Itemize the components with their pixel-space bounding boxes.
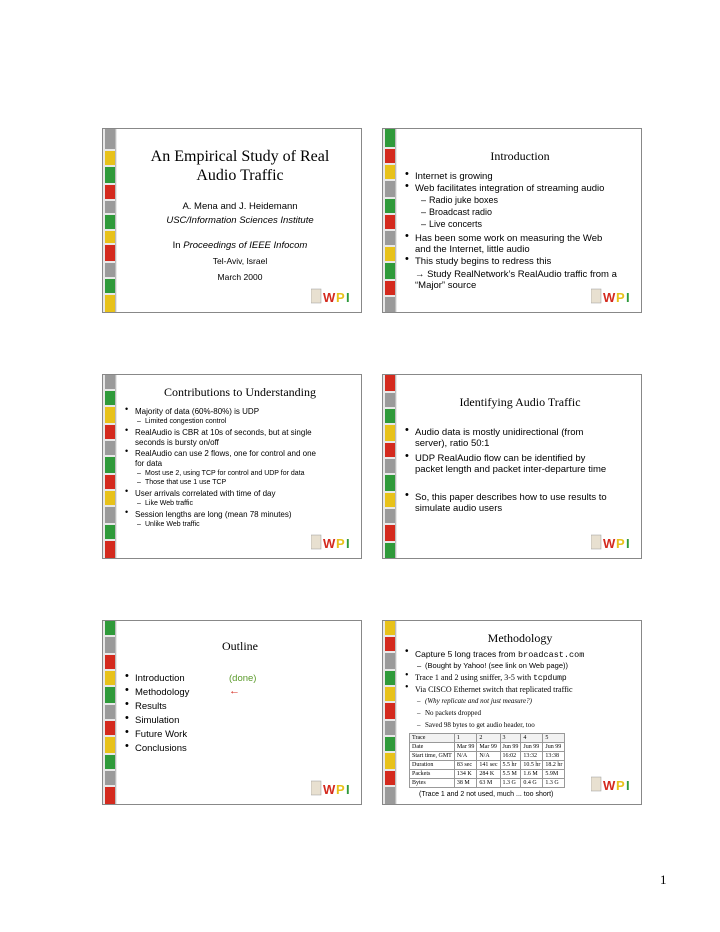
bullet: • User arrivals correlated with time of day: [125, 486, 276, 498]
svg-text:P: P: [616, 536, 625, 551]
wpi-logo: [591, 286, 637, 308]
affiliation: USC/Information Sciences Institute: [166, 215, 314, 226]
wpi-logo: [311, 778, 357, 800]
table-row: Duration 83 sec 141 sec 5.5 hr 10.5 hr 18.2 hr: [410, 761, 565, 770]
wpi-logo: [311, 286, 357, 308]
slide-stripe: [383, 375, 397, 558]
svg-text:I: I: [346, 290, 350, 305]
sub-bullet: – Like Web traffic: [137, 500, 193, 507]
bullet: • So, this paper describes how to use results to simulate audio users: [405, 489, 607, 514]
svg-text:W: W: [323, 782, 336, 797]
bullet: • This study begins to redress this: [405, 253, 552, 267]
bullet: • Web facilitates integration of streaming audio: [405, 180, 605, 194]
slide-title-text: Contributions to Understanding: [164, 385, 316, 399]
svg-text:W: W: [603, 778, 616, 793]
svg-text:W: W: [323, 536, 336, 551]
bullet: • RealAudio is CBR at 10s of seconds, but at single seconds is bursty on/off: [125, 425, 312, 447]
slide-outline: [102, 620, 362, 805]
sub-bullet: – Saved 98 bytes to get audio header, too: [417, 721, 535, 729]
svg-text:W: W: [603, 536, 616, 551]
bullet: • Has been some work on measuring the Web and the Internet, little audio: [405, 230, 603, 255]
wpi-logo: [591, 774, 637, 796]
slide-introduction: [382, 128, 642, 313]
slide-title-text: Identifying Audio Traffic: [459, 395, 581, 409]
bullet: • Session lengths are long (mean 78 minutes): [125, 507, 292, 519]
bullet: • Trace 1 and 2 using sniffer, 3-5 with tcpdump: [405, 670, 567, 683]
table-row: Bytes 38 M 63 M 1.3 G 0.4 G 1.3 G: [410, 779, 565, 788]
bullet: • Audio data is mostly unidirectional (from server), ratio 50:1: [405, 424, 584, 449]
svg-text:P: P: [336, 290, 345, 305]
svg-text:W: W: [603, 290, 616, 305]
bullet: • UDP RealAudio flow can be identified by packet length and packet inter-departure time: [405, 450, 607, 475]
outline-item: • Results: [125, 698, 167, 712]
bullet: • Majority of data (60%-80%) is UDP: [125, 404, 260, 416]
trace-table: [409, 733, 565, 788]
slide-title-text: Methodology: [487, 631, 553, 645]
slide-stripe: [103, 129, 117, 312]
svg-text:P: P: [336, 782, 345, 797]
bullet: • Internet is growing: [405, 168, 493, 182]
wpi-logo: [311, 532, 357, 554]
done-label: (done): [229, 673, 257, 684]
svg-text:I: I: [626, 290, 630, 305]
svg-text:P: P: [616, 290, 625, 305]
table-note: (Trace 1 and 2 not used, much ... too short): [419, 791, 554, 798]
sub-bullet: – No packets dropped: [417, 709, 481, 717]
current-arrow-icon: ←: [229, 685, 240, 697]
sub-bullet: – Broadcast radio: [421, 207, 493, 217]
wpi-logo: [591, 532, 637, 554]
outline-item: • Introduction: [125, 670, 185, 684]
sub-bullet: – Unlike Web traffic: [137, 521, 200, 528]
slide-stripe: [383, 621, 397, 804]
sub-bullet: – (Bought by Yahoo! (see link on Web page)): [417, 661, 569, 670]
venue: In Proceedings of IEEE Infocom: [172, 240, 308, 251]
bullet: • RealAudio can use 2 flows, one for control and one for data: [125, 446, 317, 468]
sub-bullet: – Limited congestion control: [137, 418, 227, 425]
location: Tel-Aviv, Israel: [212, 256, 268, 266]
svg-text:I: I: [626, 778, 630, 793]
authors: A. Mena and J. Heidemann: [182, 201, 298, 212]
outline-item: • Simulation: [125, 712, 180, 726]
slide-title-text: An Empirical Study of Real Audio Traffic: [150, 148, 330, 185]
svg-text:P: P: [616, 778, 625, 793]
table-row: Packets 134 K 284 K 5.5 M 1.6 M 5.9M: [410, 770, 565, 779]
bullet: → Study RealNetwork’s RealAudio traffic from a “Major” source: [415, 269, 617, 291]
svg-text:I: I: [346, 536, 350, 551]
table-row: Trace 1 2 3 4 5: [410, 734, 565, 743]
svg-text:W: W: [323, 290, 336, 305]
table-row: Start time, GMT N/A N/A 16:02 13:32 13:38: [410, 752, 565, 761]
sub-bullet: – Live concerts: [421, 219, 483, 229]
sub-bullet: – Radio juke boxes: [421, 195, 499, 205]
slide-stripe: [103, 375, 117, 558]
svg-text:I: I: [346, 782, 350, 797]
sub-bullet: – Most use 2, using TCP for control and UDP for data: [137, 470, 305, 477]
slide-title: [102, 128, 362, 313]
date: March 2000: [217, 272, 263, 282]
slide-contributions: [102, 374, 362, 559]
sub-bullet: – Those that use 1 use TCP: [137, 479, 227, 486]
svg-text:I: I: [626, 536, 630, 551]
slide-methodology: [382, 620, 642, 805]
slide-stripe: [103, 621, 117, 804]
outline-item: • Methodology: [125, 684, 190, 698]
slide-identifying: [382, 374, 642, 559]
slide-title-text: Introduction: [490, 149, 550, 163]
bullet: • Capture 5 long traces from broadcast.com: [405, 646, 585, 660]
sub-bullet: – (Why replicate and not just measure?): [417, 697, 532, 705]
slide-stripe: [383, 129, 397, 312]
slide-title-text: Outline: [222, 639, 258, 653]
table-row: Date Mar 99 Mar 99 Jun 99 Jun 99 Jun 99: [410, 743, 565, 752]
svg-text:P: P: [336, 536, 345, 551]
bullet: • Via CISCO Ethernet switch that replicated traffic: [405, 682, 573, 694]
page-number: 1: [660, 872, 667, 887]
outline-item: • Future Work: [125, 726, 188, 740]
outline-item: • Conclusions: [125, 740, 187, 754]
